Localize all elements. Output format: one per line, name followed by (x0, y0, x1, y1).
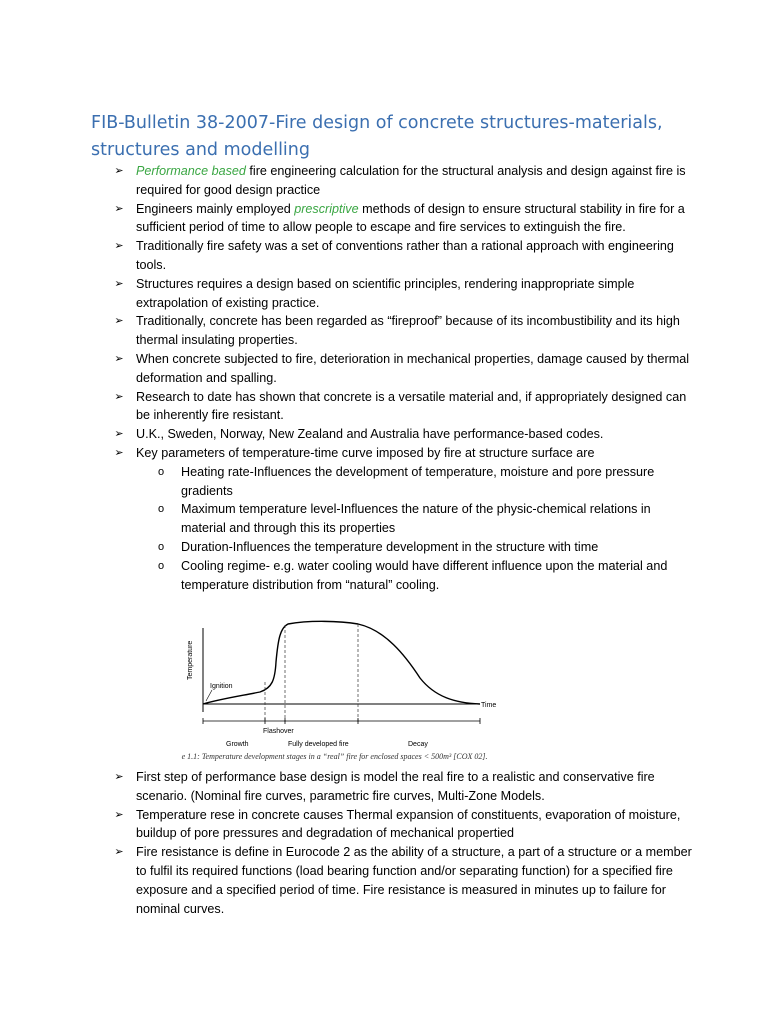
list-item (112, 162, 692, 200)
ignition-pointer (206, 690, 212, 701)
bullet-list-bottom (112, 768, 692, 918)
list-item (112, 768, 692, 806)
bullet-text: First step of performance base design is model the real fire to a realistic and conservative fire scenario. (Nominal fire curves, parametric fire curves, Multi-Zone Models. (136, 770, 655, 803)
highlight-text: prescriptive (294, 201, 359, 216)
list-item (112, 843, 692, 918)
temperature-curve (203, 621, 480, 704)
bullet-text: U.K., Sweden, Norway, New Zealand and Australia have performance-based codes. (136, 427, 604, 442)
bullet-text: When concrete subjected to fire, deterioration in mechanical properties, damage caused by thermal deformation and spalling. (136, 351, 690, 385)
circle-bullet-icon: o (158, 503, 165, 516)
flashover-label: Flashover (263, 728, 294, 735)
arrow-bullet-icon: ➢ (114, 428, 124, 441)
arrow-bullet-icon: ➢ (114, 846, 124, 859)
arrow-bullet-icon: ➢ (114, 352, 124, 365)
bullet-text: methods of design to ensure structural stability in fire for a sufficient period of time to allow people to escape and fire services to extinguish the fire. (136, 201, 685, 235)
bullet-text: Research to date has shown that concrete is a versatile material and, if appropriately designed can be inherently fire resistant. (136, 389, 687, 423)
sub-list-item (136, 557, 692, 595)
arrow-bullet-icon: ➢ (114, 165, 124, 177)
arrow-bullet-icon: ➢ (114, 277, 124, 290)
sub-bullet-text: Cooling regime- e.g. water cooling would have different influence upon the material and temperature distribution from “natural” cooling. (181, 558, 668, 592)
arrow-bullet-icon: ➢ (114, 315, 124, 328)
highlight-text: Performance based (136, 164, 246, 178)
arrow-bullet-icon: ➢ (114, 202, 124, 215)
list-item (112, 806, 692, 844)
arrow-bullet-icon: ➢ (114, 808, 124, 821)
sub-list-item (136, 500, 692, 538)
decay-label: Decay (408, 741, 428, 748)
sub-bullet-text: Maximum temperature level-Influences the nature of the physic-chemical relations in material and through this its properties (181, 502, 651, 536)
circle-bullet-icon: o (158, 559, 165, 572)
bullet-text: Engineers mainly employed (136, 201, 295, 216)
list-item (112, 312, 692, 350)
list-item (112, 275, 692, 313)
list-item (112, 237, 692, 275)
circle-bullet-icon: o (158, 540, 165, 553)
bullet-text: Traditionally, concrete has been regarded as “fireproof” because of its incombustibility and its high thermal insulating properties. (136, 314, 680, 348)
arrow-bullet-icon: ➢ (114, 390, 124, 403)
sub-list-item (136, 463, 692, 501)
bullet-list-top (112, 162, 692, 594)
bullet-text: Traditionally fire safety was a set of conventions rather than a rational approach with engineering tools. (136, 239, 674, 272)
bullet-text: fire engineering calculation for the structural analysis and design against fire is required for good design practice (136, 164, 686, 197)
bullet-text: Structures requires a design based on scientific principles, rendering inappropriate simple extrapolation of existing practice. (136, 276, 635, 310)
list-item (112, 388, 692, 426)
figure-caption: e 1.1: Temperature development stages in a “real” fire for enclosed spaces < 500m³ [COX 02]. (180, 752, 488, 761)
y-axis-label: Temperature (187, 640, 194, 680)
arrow-bullet-icon: ➢ (114, 446, 124, 459)
sub-bullet-text: Duration-Influences the temperature development in the structure with time (181, 539, 599, 554)
list-item (112, 444, 692, 594)
list-item (112, 200, 692, 238)
bullet-text: Temperature rese in concrete causes Thermal expansion of constituents, evaporation of moisture, buildup of pore pressures and degradation of mechanical propertied (136, 807, 681, 841)
arrow-bullet-icon: ➢ (114, 240, 124, 253)
list-item (112, 350, 692, 388)
document-title: FIB-Bulletin 38-2007-Fire design of concrete structures-materials, structures and modelling (91, 113, 663, 160)
bullet-text: Key parameters of temperature-time curve imposed by fire at structure surface are (136, 445, 595, 460)
fully-developed-label: Fully developed fire (288, 741, 349, 748)
circle-bullet-icon: o (158, 465, 165, 478)
fire-curve-figure (180, 600, 530, 770)
arrow-bullet-icon: ➢ (114, 771, 124, 783)
x-axis-label: Time (481, 702, 497, 709)
bullet-text: Fire resistance is define in Eurocode 2 as the ability of a structure, a part of a structure or a member to fulfil its required functions (load bearing function and/or separating function) for a specified fire exposure and a specified period of time. Fire resistance is measured in minutes up to failure for nominal curves. (136, 845, 692, 916)
sub-bullet-list (136, 463, 692, 595)
list-item (112, 425, 692, 444)
sub-list-item (136, 538, 692, 557)
ignition-label: Ignition (210, 683, 233, 690)
growth-label: Growth (226, 741, 249, 748)
sub-bullet-text: Heating rate-Influences the development of temperature, moisture and pore pressure gradients (181, 464, 655, 498)
